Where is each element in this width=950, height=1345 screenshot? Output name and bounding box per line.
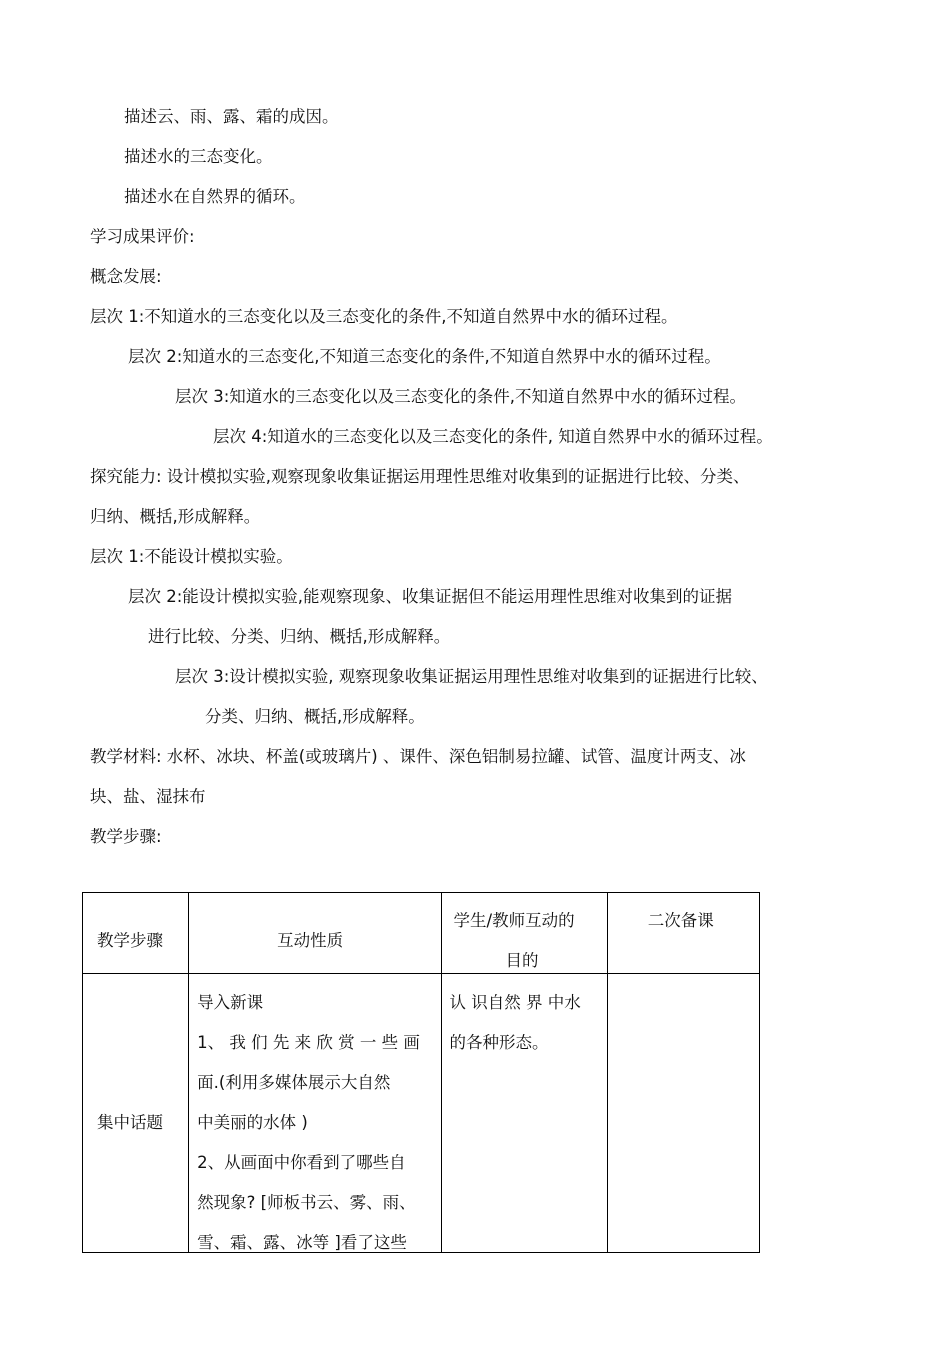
section-heading-assessment: 学习成果评价: bbox=[90, 227, 195, 246]
table-row bbox=[83, 974, 760, 1253]
materials-line-1: 教学材料: 水杯、冰块、杯盖(或玻璃片) 、课件、深色铝制易拉罐、试管、温度计两支、冰 bbox=[90, 747, 746, 766]
row1-purpose-cell bbox=[441, 974, 607, 1253]
header-step-cell bbox=[83, 893, 189, 974]
inquiry-ability-line-2: 归纳、概括,形成解释。 bbox=[90, 507, 261, 526]
inquiry-level-3-line-2: 分类、归纳、概括,形成解释。 bbox=[205, 707, 425, 726]
row1-nature-line-2: 1、 我 们 先 来 欣 赏 一 些 画 bbox=[197, 1033, 420, 1052]
section-heading-steps: 教学步骤: bbox=[90, 827, 162, 846]
row1-nature-cell bbox=[189, 974, 441, 1253]
concept-level-4: 层次 4:知道水的三态变化以及三态变化的条件, 知道自然界中水的循环过程。 bbox=[213, 427, 773, 446]
header-purpose-line-2: 目的 bbox=[505, 951, 539, 970]
concept-level-1: 层次 1:不知道水的三态变化以及三态变化的条件,不知道自然界中水的循环过程。 bbox=[90, 307, 678, 326]
table-header-row bbox=[83, 893, 760, 974]
inquiry-level-2-line-2: 进行比较、分类、归纳、概括,形成解释。 bbox=[148, 627, 451, 646]
materials-line-2: 块、盐、湿抹布 bbox=[90, 787, 206, 806]
header-prep: 二次备课 bbox=[647, 911, 714, 930]
section-heading-concept: 概念发展: bbox=[90, 267, 162, 286]
row1-prep-cell bbox=[607, 974, 759, 1253]
row1-purpose-line-2: 的各种形态。 bbox=[449, 1033, 549, 1052]
row1-nature-line-6: 然现象? [师板书云、雾、雨、 bbox=[197, 1193, 416, 1212]
row1-nature-line-4: 中美丽的水体 ) bbox=[197, 1113, 308, 1132]
row1-nature-line-5: 2、从画面中你看到了哪些自 bbox=[197, 1153, 406, 1172]
row1-step-cell bbox=[83, 974, 189, 1253]
inquiry-level-1: 层次 1:不能设计模拟实验。 bbox=[90, 547, 293, 566]
row1-purpose-line-1: 认 识自然 界 中水 bbox=[449, 993, 581, 1012]
objective-line-3: 描述水在自然界的循环。 bbox=[124, 187, 306, 206]
header-nature-cell bbox=[189, 893, 441, 974]
header-prep-cell bbox=[607, 893, 759, 974]
objective-line-1: 描述云、雨、露、霜的成因。 bbox=[124, 107, 339, 126]
concept-level-3: 层次 3:知道水的三态变化以及三态变化的条件,不知道自然界中水的循环过程。 bbox=[175, 387, 747, 406]
row1-step: 集中话题 bbox=[97, 1113, 163, 1132]
header-nature: 互动性质 bbox=[277, 931, 344, 950]
header-step: 教学步骤 bbox=[97, 931, 163, 950]
teaching-steps-table bbox=[82, 892, 760, 1253]
objective-line-2: 描述水的三态变化。 bbox=[124, 147, 273, 166]
concept-level-2: 层次 2:知道水的三态变化,不知道三态变化的条件,不知道自然界中水的循环过程。 bbox=[128, 347, 721, 366]
inquiry-level-2-line-1: 层次 2:能设计模拟实验,能观察现象、收集证据但不能运用理性思维对收集到的证据 bbox=[128, 587, 733, 606]
row1-nature-line-1: 导入新课 bbox=[197, 993, 264, 1012]
row1-nature-line-3: 面.(利用多媒体展示大自然 bbox=[197, 1073, 391, 1092]
inquiry-ability-line-1: 探究能力: 设计模拟实验,观察现象收集证据运用理性思维对收集到的证据进行比较、分类、 bbox=[90, 467, 750, 486]
inquiry-level-3-line-1: 层次 3:设计模拟实验, 观察现象收集证据运用理性思维对收集到的证据进行比较、 bbox=[175, 667, 768, 686]
header-purpose-cell bbox=[441, 893, 607, 974]
header-purpose-line-1: 学生/教师互动的 bbox=[453, 911, 575, 930]
row1-nature-line-7: 雪、霜、露、冰等 ]看了这些 bbox=[197, 1233, 407, 1252]
